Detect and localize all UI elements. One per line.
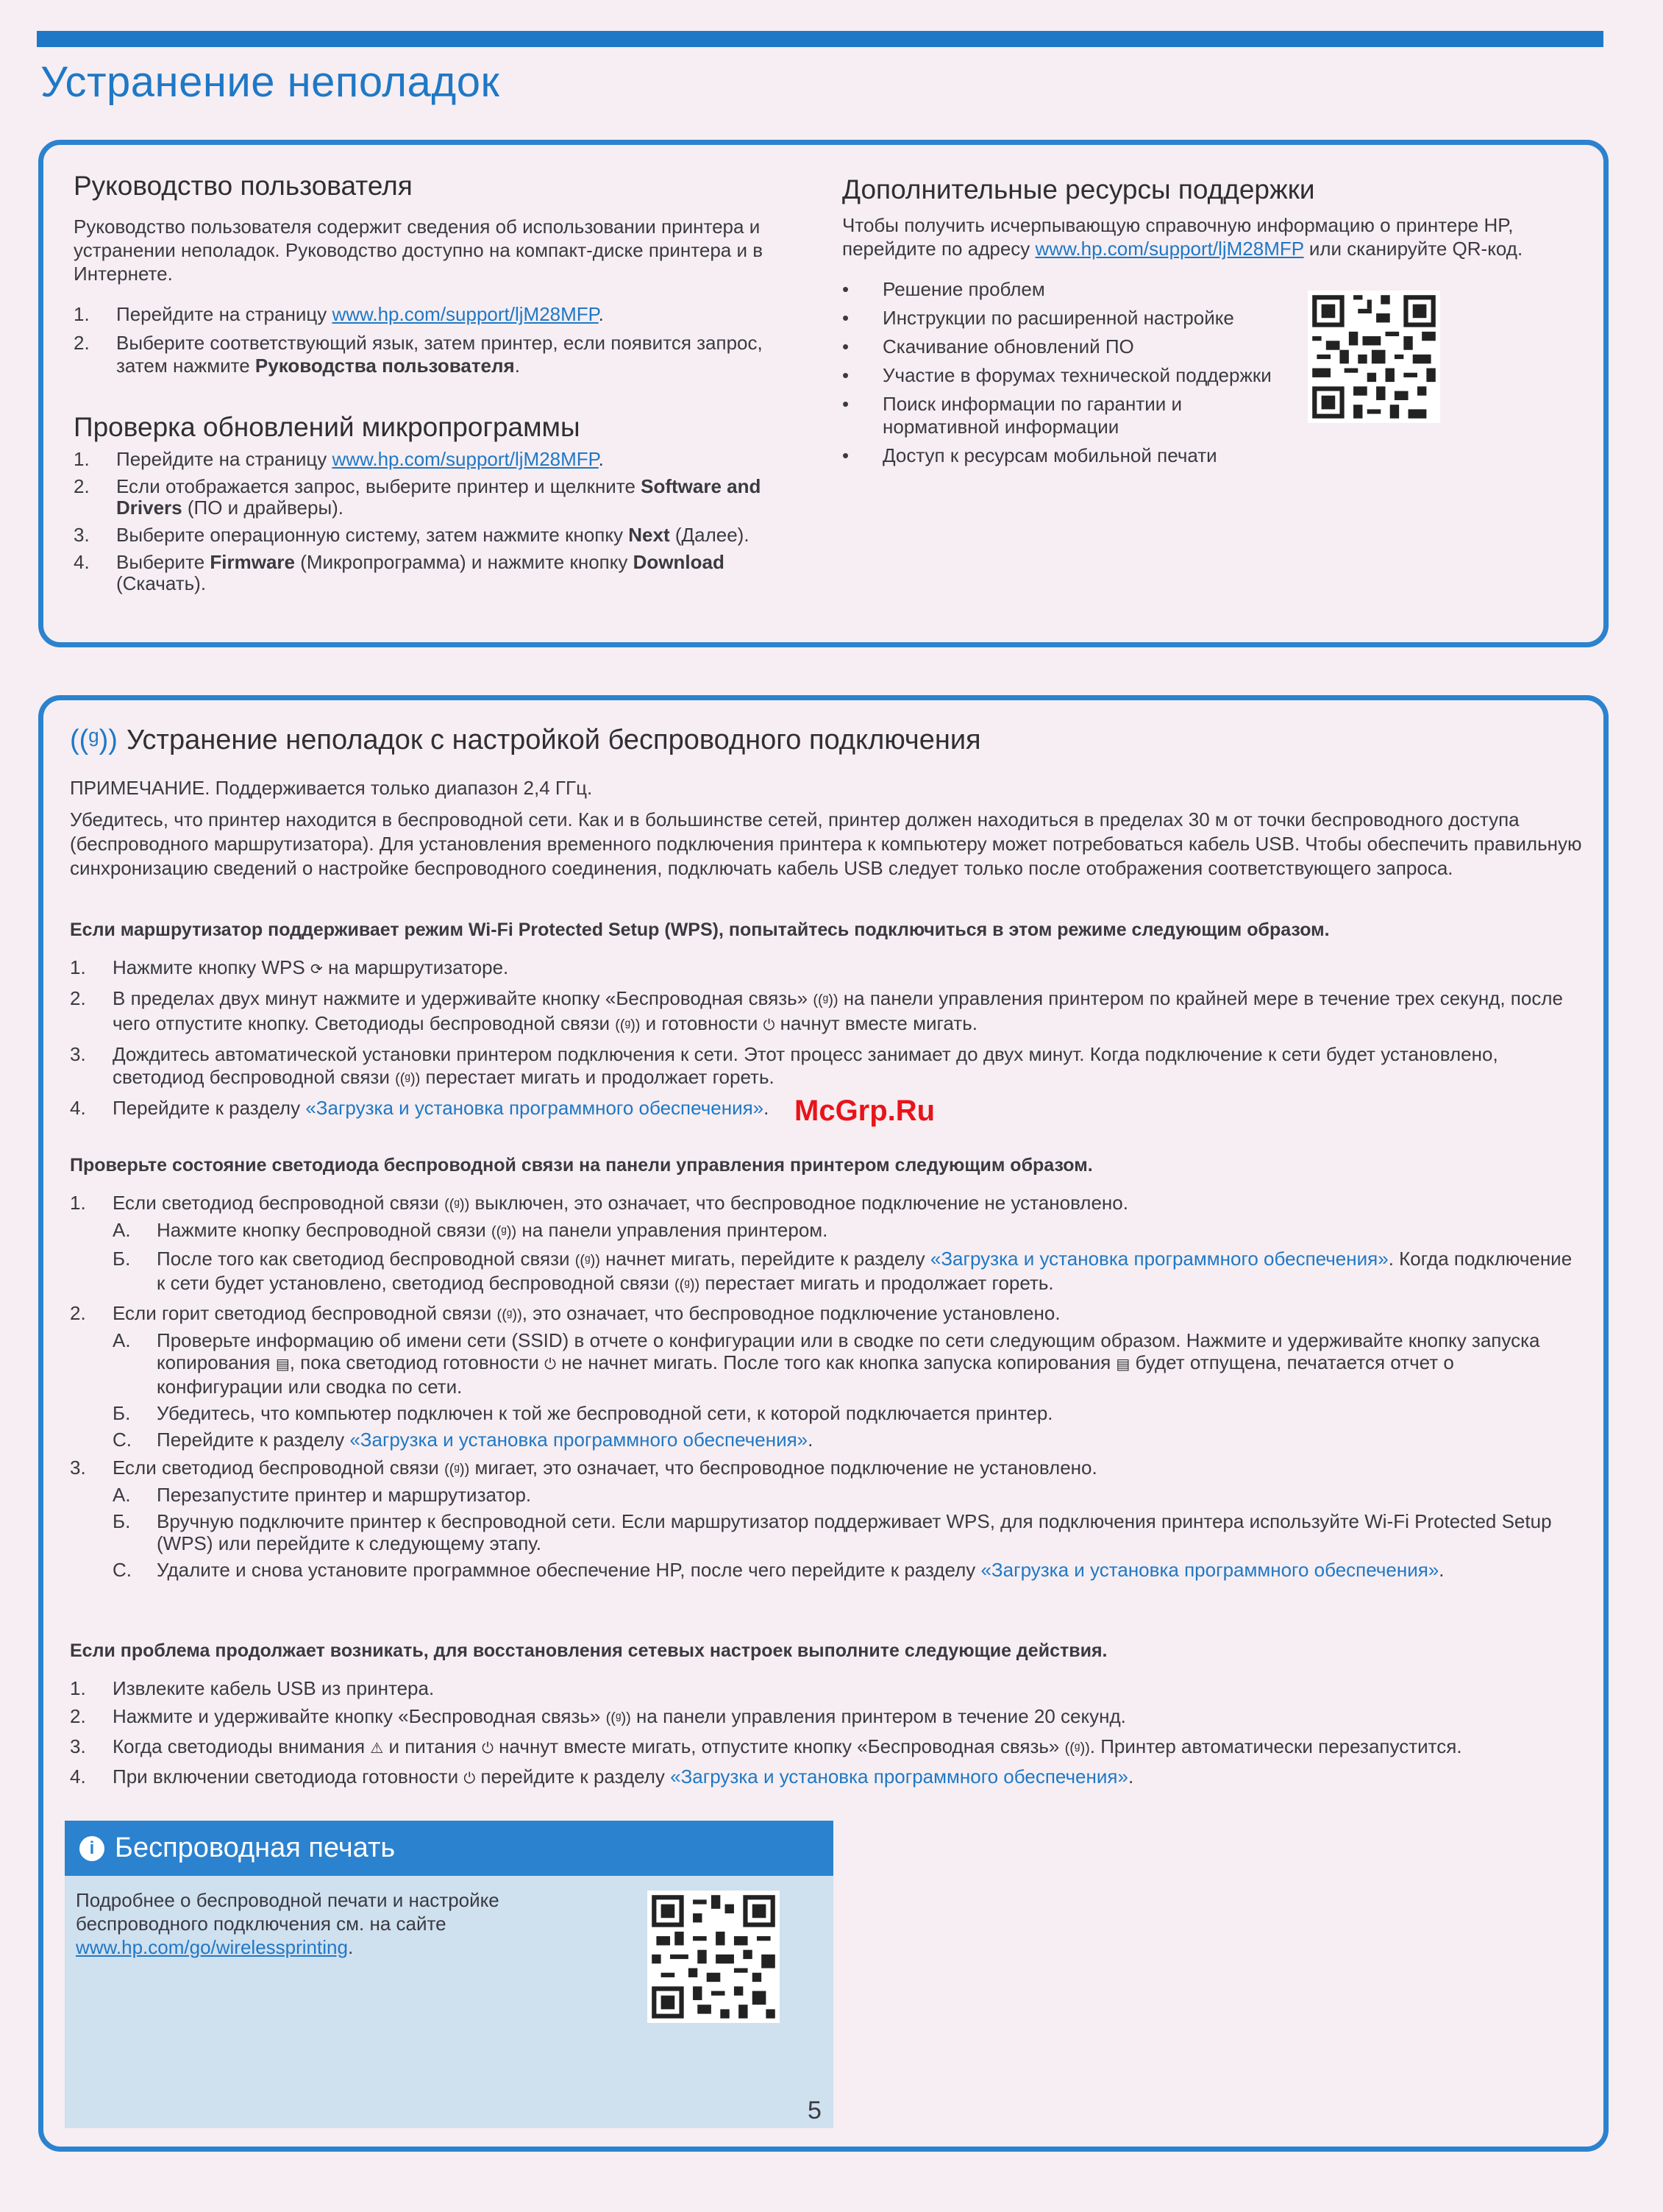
list-item: А. Проверьте информацию об имени сети (SSID) в отчете о конфигурации или в сводке по сети следующим образом. Нажмите и удерживайте кнопку запуска копирования ▤, пока светодиод готовности ⏻ не начнет мигать. После того как кнопка запуска копирования ▤ будет отпущена, печатается отчет о конфигурации или сводка по сети. (113, 1329, 1540, 1398)
wireless-printing-heading: Беспроводная печать (115, 1832, 396, 1863)
support-link[interactable]: www.hp.com/support/ljM28MFP (1035, 238, 1304, 260)
list-item: 1. Перейдите на страницу www.hp.com/support/ljM28MFP. (74, 448, 604, 470)
list-item: Б. Убедитесь, что компьютер подключен к той же беспроводной сети, к которой подключается принтер. (113, 1402, 1053, 1424)
list-item: • Скачивание обновлений ПО (842, 335, 1283, 358)
firmware-steps (74, 449, 794, 600)
power-icon: ⏻ (482, 1740, 494, 1757)
wireless-printing-header (65, 1821, 833, 1876)
led-heading: Проверьте состояние светодиода беспроводной связи на панели управления принтером следующим образом. (70, 1155, 1093, 1176)
list-item: С. Перейдите к разделу «Загрузка и установка программного обеспечения». (113, 1429, 813, 1451)
list-item: А. Нажмите кнопку беспроводной связи ((ᵍ)) на панели управления принтером. (113, 1219, 1581, 1243)
list-item: • Доступ к ресурсам мобильной печати (842, 444, 1283, 467)
wireless-printing-qr-code[interactable] (647, 1891, 780, 2023)
user-guide-intro: Руководство пользователя содержит сведения об использовании принтера и устранении неполадок. Руководство доступно на компакт-диске принтера и в Интернете. (74, 216, 763, 285)
list-item: 2. Нажмите и удерживайте кнопку «Беспроводная связь» ((ᵍ)) на панели управления принтером в течение 20 секунд. (70, 1705, 1581, 1729)
software-section-link[interactable]: «Загрузка и установка программного обеспечения» (305, 1097, 764, 1119)
attention-icon: ⚠ (370, 1740, 384, 1757)
list-item: 1. Перейдите на страницу www.hp.com/support/ljM28MFP. (74, 303, 604, 325)
list-item: 1. Если светодиод беспроводной связи ((ᵍ)) выключен, это означает, что беспроводное подключение не установлено. А. Нажмите кнопку беспроводной связи ((ᵍ)) на панели управления принтером. Б. После того как светодиод беспроводной связи ((ᵍ)) начнет мигать, перейдите к разделу «Загрузка и установка программного обеспечения». Когда подключение к сети будет установлено, светодиод беспроводной связи ((ᵍ)) перестает мигать и продолжает гореть. (70, 1192, 1581, 1296)
list-item: 4. Перейдите к разделу «Загрузка и установка программного обеспечения». (70, 1097, 769, 1119)
wireless-icon: ((ᵍ)) (444, 1462, 470, 1478)
list-item: Б. Вручную подключите принтер к беспроводной сети. Если маршрутизатор поддерживает WPS, для подключения принтера используйте Wi-Fi Protected Setup (WPS) или перейдите к следующему этапу. (113, 1510, 1552, 1554)
list-item: 2. Выберите соответствующий язык, затем принтер, если появится запрос, затем нажмите Руководства пользователя. (74, 332, 763, 377)
top-accent-bar (37, 31, 1603, 47)
wireless-note: ПРИМЕЧАНИЕ. Поддерживается только диапазон 2,4 ГГц. (70, 777, 593, 799)
wireless-printing-link[interactable]: www.hp.com/go/wirelessprinting (76, 1936, 348, 1958)
software-section-link[interactable]: «Загрузка и установка программного обеспечения» (930, 1248, 1389, 1270)
watermark: McGrp.Ru (794, 1095, 936, 1127)
wireless-printing-box (65, 1821, 833, 2128)
wireless-heading: Устранение неполадок с настройкой беспроводного подключения (126, 725, 981, 755)
info-icon: i (79, 1836, 104, 1861)
list-item: С. Удалите и снова установите программное обеспечение HP, после чего перейдите к разделу «Загрузка и установка программного обеспечения». (113, 1559, 1445, 1581)
wireless-icon: ((ᵍ)) (496, 1307, 522, 1323)
list-item: 3. Когда светодиоды внимания ⚠ и питания ⏻ начнут вместе мигать, отпустите кнопку «Беспроводная связь» ((ᵍ)). Принтер автоматически перезапустится. (70, 1735, 1581, 1760)
wireless-icon: ((ᵍ)) (70, 725, 118, 755)
wireless-heading-row (70, 725, 981, 756)
copy-start-icon: ▤ (1116, 1356, 1130, 1373)
list-item: 3. Если светодиод беспроводной связи ((ᵍ)) мигает, это означает, что беспроводное подключение не установлено. А. Перезапустите принтер и маршрутизатор. Б. Вручную подключите принтер к беспроводной сети. Если маршрутизатор поддерживает WPS, для подключения принтера используйте Wi-Fi Protected Setup (WPS) или перейдите к следующему этапу. С. Удалите и снова установите программное обеспечение HP, после чего перейдите к разделу «Загрузка и установка программного обеспечения». (70, 1457, 1581, 1581)
led-steps (70, 1192, 1581, 1587)
power-icon: ⏻ (763, 1017, 775, 1034)
list-item: 4. При включении светодиода готовности ⏻ перейдите к разделу «Загрузка и установка программного обеспечения». (70, 1765, 1581, 1790)
list-item: 3. Дождитесь автоматической установки принтером подключения к сети. Этот процесс занимает до двух минут. Когда подключение к сети будет установлено, светодиод беспроводной связи ((ᵍ)) перестает мигать и продолжает гореть. (70, 1043, 1581, 1091)
wireless-icon: ((ᵍ)) (1064, 1740, 1090, 1757)
wps-icon: ⟳ (310, 961, 323, 978)
support-link[interactable]: www.hp.com/support/ljM28MFP (332, 303, 599, 325)
wireless-icon: ((ᵍ)) (395, 1071, 421, 1087)
support-list (842, 278, 1283, 473)
list-item: 3. Выберите операционную систему, затем нажмите кнопку Next (Далее). (74, 524, 749, 546)
user-guide-steps (74, 303, 794, 383)
wireless-icon: ((ᵍ)) (574, 1253, 600, 1269)
wireless-icon: ((ᵍ)) (615, 1017, 641, 1034)
support-qr-code[interactable] (1308, 291, 1440, 423)
support-intro: Чтобы получить исчерпывающую справочную информацию о принтере HP, перейдите по адресу www.hp.com/support/ljM28MFP или сканируйте QR-код. (842, 214, 1523, 260)
wireless-intro: Убедитесь, что принтер находится в беспроводной сети. Как и в большинстве сетей, принтер должен находиться в пределах 30 м от точки беспроводного доступа (беспроводного маршрутизатора). Для установления временного подключения принтера к компьютеру может потребоваться кабель USB. Чтобы обеспечить правильную синхронизацию сведений о настройке беспроводного соединения, подключать кабель USB следует только после отображения соответствующего запроса. (70, 808, 1582, 879)
list-item: Б. После того как светодиод беспроводной связи ((ᵍ)) начнет мигать, перейдите к разделу «Загрузка и установка программного обеспечения». Когда подключение к сети будет установлено, светодиод беспроводной связи ((ᵍ)) перестает мигать и продолжает гореть. (113, 1248, 1581, 1296)
wireless-icon: ((ᵍ)) (491, 1224, 517, 1240)
list-item: 2. В пределах двух минут нажмите и удерживайте кнопку «Беспроводная связь» ((ᵍ)) на панели управления принтером по крайней мере в течение трех секунд, после чего отпустите кнопку. Светодиоды беспроводной связи ((ᵍ)) и готовности ⏻ начнут вместе мигать. (70, 987, 1581, 1037)
list-item: 4. Выберите Firmware (Микропрограмма) и нажмите кнопку Download (Скачать). (74, 551, 724, 594)
wps-heading: Если маршрутизатор поддерживает режим Wi-Fi Protected Setup (WPS), попытайтесь подключиться в этом режиме следующим образом. (70, 920, 1330, 940)
wireless-printing-text: Подробнее о беспроводной печати и настройке беспроводного подключения см. на сайте www.hp.com/go/wirelessprinting. (76, 1889, 499, 1958)
wireless-icon: ((ᵍ)) (674, 1277, 700, 1293)
software-section-link[interactable]: «Загрузка и установка программного обеспечения» (670, 1765, 1128, 1788)
list-item: • Участие в форумах технической поддержки (842, 364, 1283, 387)
wireless-icon: ((ᵍ)) (813, 992, 838, 1009)
page-title: Устранение неполадок (40, 58, 500, 106)
list-item: 1. Нажмите кнопку WPS ⟳ на маршрутизаторе. (70, 956, 1581, 981)
list-item: 2. Если отображается запрос, выберите принтер и щелкните Software and Drivers (ПО и драйверы). (74, 475, 761, 519)
list-item: 1. Извлеките кабель USB из принтера. (70, 1677, 435, 1699)
support-heading: Дополнительные ресурсы поддержки (842, 174, 1315, 205)
list-item: • Поиск информации по гарантии и нормативной информации (842, 393, 1283, 438)
reset-heading: Если проблема продолжает возникать, для восстановления сетевых настроек выполните следующие действия. (70, 1640, 1108, 1661)
list-item: А. Перезапустите принтер и маршрутизатор. (113, 1484, 532, 1506)
wireless-icon: ((ᵍ)) (444, 1197, 470, 1213)
software-section-link[interactable]: «Загрузка и установка программного обеспечения» (980, 1559, 1439, 1581)
firmware-heading: Проверка обновлений микропрограммы (74, 412, 580, 442)
page-number: 5 (808, 2097, 822, 2124)
power-icon: ⏻ (463, 1771, 476, 1787)
list-item: • Инструкции по расширенной настройке (842, 307, 1283, 330)
copy-start-icon: ▤ (275, 1356, 290, 1373)
power-icon: ⏻ (544, 1356, 556, 1373)
user-guide-heading: Руководство пользователя (74, 171, 413, 201)
list-item: • Решение проблем (842, 278, 1283, 301)
software-section-link[interactable]: «Загрузка и установка программного обеспечения» (349, 1429, 808, 1451)
wireless-icon: ((ᵍ)) (605, 1710, 631, 1726)
list-item: 2. Если горит светодиод беспроводной связи ((ᵍ)), это означает, что беспроводное подключение установлено. А. Проверьте информацию об имени сети (SSID) в отчете о конфигурации или в сводке по сети следующим образом. Нажмите и удерживайте кнопку запуска копирования ▤, пока светодиод готовности ⏻ не начнет мигать. После того как кнопка запуска копирования ▤ будет отпущена, печатается отчет о конфигурации или сводка по сети. Б. Убедитесь, что компьютер подключен к той же беспроводной сети, к которой подключается принтер. С. Перейдите к разделу «Загрузка и установка программного обеспечения». (70, 1302, 1581, 1451)
support-link[interactable]: www.hp.com/support/ljM28MFP (332, 448, 599, 470)
reset-steps (70, 1677, 1581, 1796)
